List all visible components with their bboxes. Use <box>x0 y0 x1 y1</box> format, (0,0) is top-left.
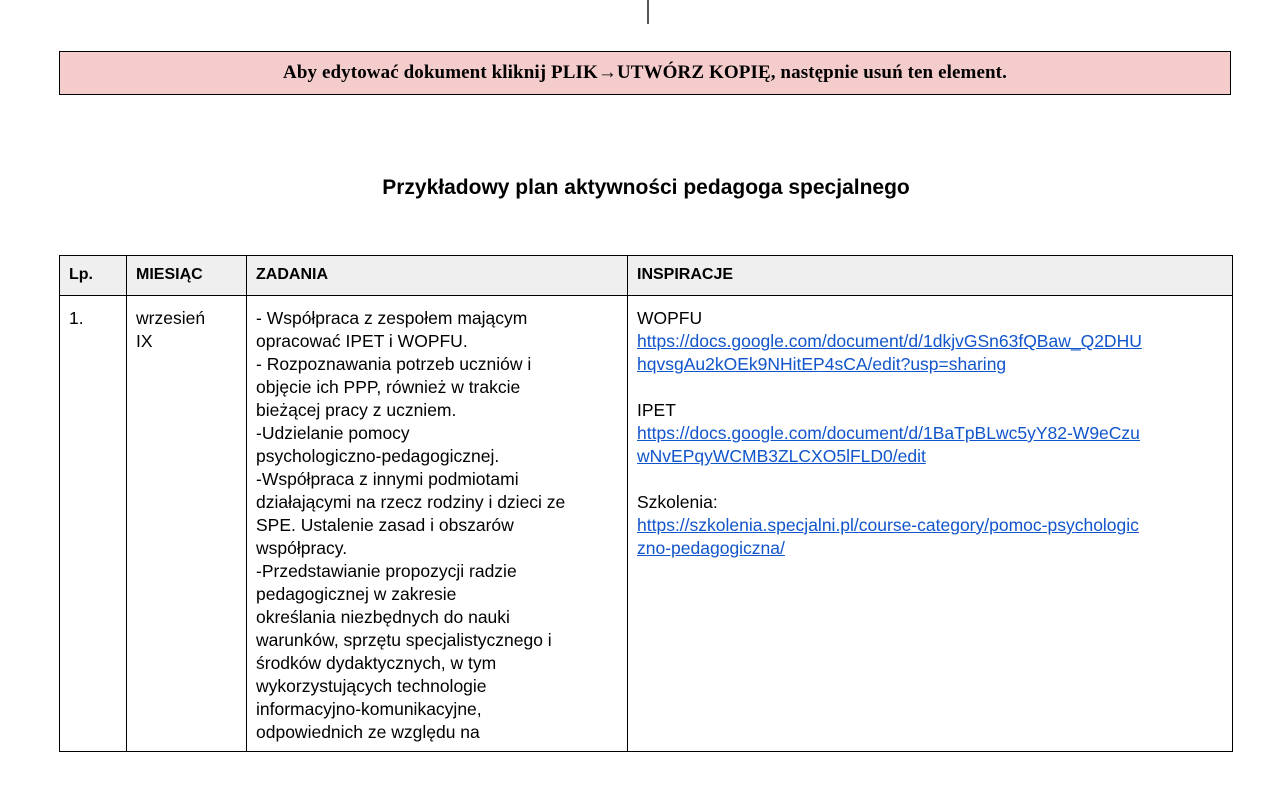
cell-inspirations <box>628 296 1233 752</box>
task-line: bieżącej pracy z uczniem. <box>256 400 457 420</box>
task-line: współpracy. <box>256 538 348 558</box>
task-line: wykorzystujących technologie <box>256 676 487 696</box>
task-line: SPE. Ustalenie zasad i obszarów <box>256 515 514 535</box>
ipet-label: IPET <box>637 400 676 420</box>
training-link[interactable] <box>637 514 1223 560</box>
activity-plan-table <box>59 255 1233 752</box>
task-line: warunków, sprzętu specjalistycznego i <box>256 630 552 650</box>
document-title: Przykładowy plan aktywności pedagoga specjalnego <box>382 176 910 199</box>
table-header-row <box>60 256 1233 296</box>
task-line: psychologiczno-pedagogicznej. <box>256 446 500 466</box>
task-line: -Współpraca z innymi podmiotami <box>256 469 519 489</box>
task-line: odpowiednich ze względu na <box>256 722 480 742</box>
cell-lp: 1. <box>60 296 127 752</box>
month-name: wrzesień <box>136 308 206 328</box>
task-line: pedagogicznej w zakresie <box>256 584 457 604</box>
task-line: objęcie ich PPP, również w trakcie <box>256 377 521 397</box>
header-inspirations: INSPIRACJE <box>628 256 1233 296</box>
spacer <box>637 468 1223 491</box>
month-roman: IX <box>136 331 153 351</box>
training-link-part-1: https://szkolenia.specjalni.pl/course-category/pomoc-psychologic <box>637 515 1139 535</box>
ipet-link-part-1: https://docs.google.com/document/d/1BaTpBLwc5yY82-W9eCzu <box>637 423 1140 443</box>
task-line: - Rozpoznawania potrzeb uczniów i <box>256 354 532 374</box>
wopfu-link-part-1: https://docs.google.com/document/d/1dkjvGSn63fQBaw_Q2DHU <box>637 331 1142 351</box>
text-cursor-bar <box>647 0 649 24</box>
edit-notice-banner <box>59 51 1231 95</box>
training-label: Szkolenia: <box>637 492 718 512</box>
task-line: środków dydaktycznych, w tym <box>256 653 497 673</box>
spacer <box>637 376 1223 399</box>
task-line: -Udzielanie pomocy <box>256 423 410 443</box>
edit-notice-text: Aby edytować dokument kliknij PLIK→UTWÓRZ KOPIĘ, następnie usuń ten element. <box>283 62 1007 83</box>
training-link-part-2: zno-pedagogiczna/ <box>637 538 785 558</box>
header-lp: Lp. <box>60 256 127 296</box>
task-line: informacyjno-komunikacyjne, <box>256 699 482 719</box>
cell-tasks <box>247 296 628 752</box>
task-line: opracować IPET i WOPFU. <box>256 331 468 351</box>
wopfu-link-part-2: hqvsgAu2kOEk9NHitEP4sCA/edit?usp=sharing <box>637 354 1007 374</box>
table-row <box>60 296 1233 752</box>
task-line: - Współpraca z zespołem mającym <box>256 308 528 328</box>
task-line: działającymi na rzecz rodziny i dzieci ze <box>256 492 566 512</box>
cell-month <box>127 296 247 752</box>
wopfu-link[interactable] <box>637 330 1223 376</box>
task-line: określania niezbędnych do nauki <box>256 607 510 627</box>
wopfu-label: WOPFU <box>637 308 703 328</box>
header-month: MIESIĄC <box>127 256 247 296</box>
task-line: -Przedstawianie propozycji radzie <box>256 561 517 581</box>
ipet-link-part-2: wNvEPqyWCMB3ZLCXO5lFLD0/edit <box>637 446 926 466</box>
header-tasks: ZADANIA <box>247 256 628 296</box>
ipet-link[interactable] <box>637 422 1223 468</box>
